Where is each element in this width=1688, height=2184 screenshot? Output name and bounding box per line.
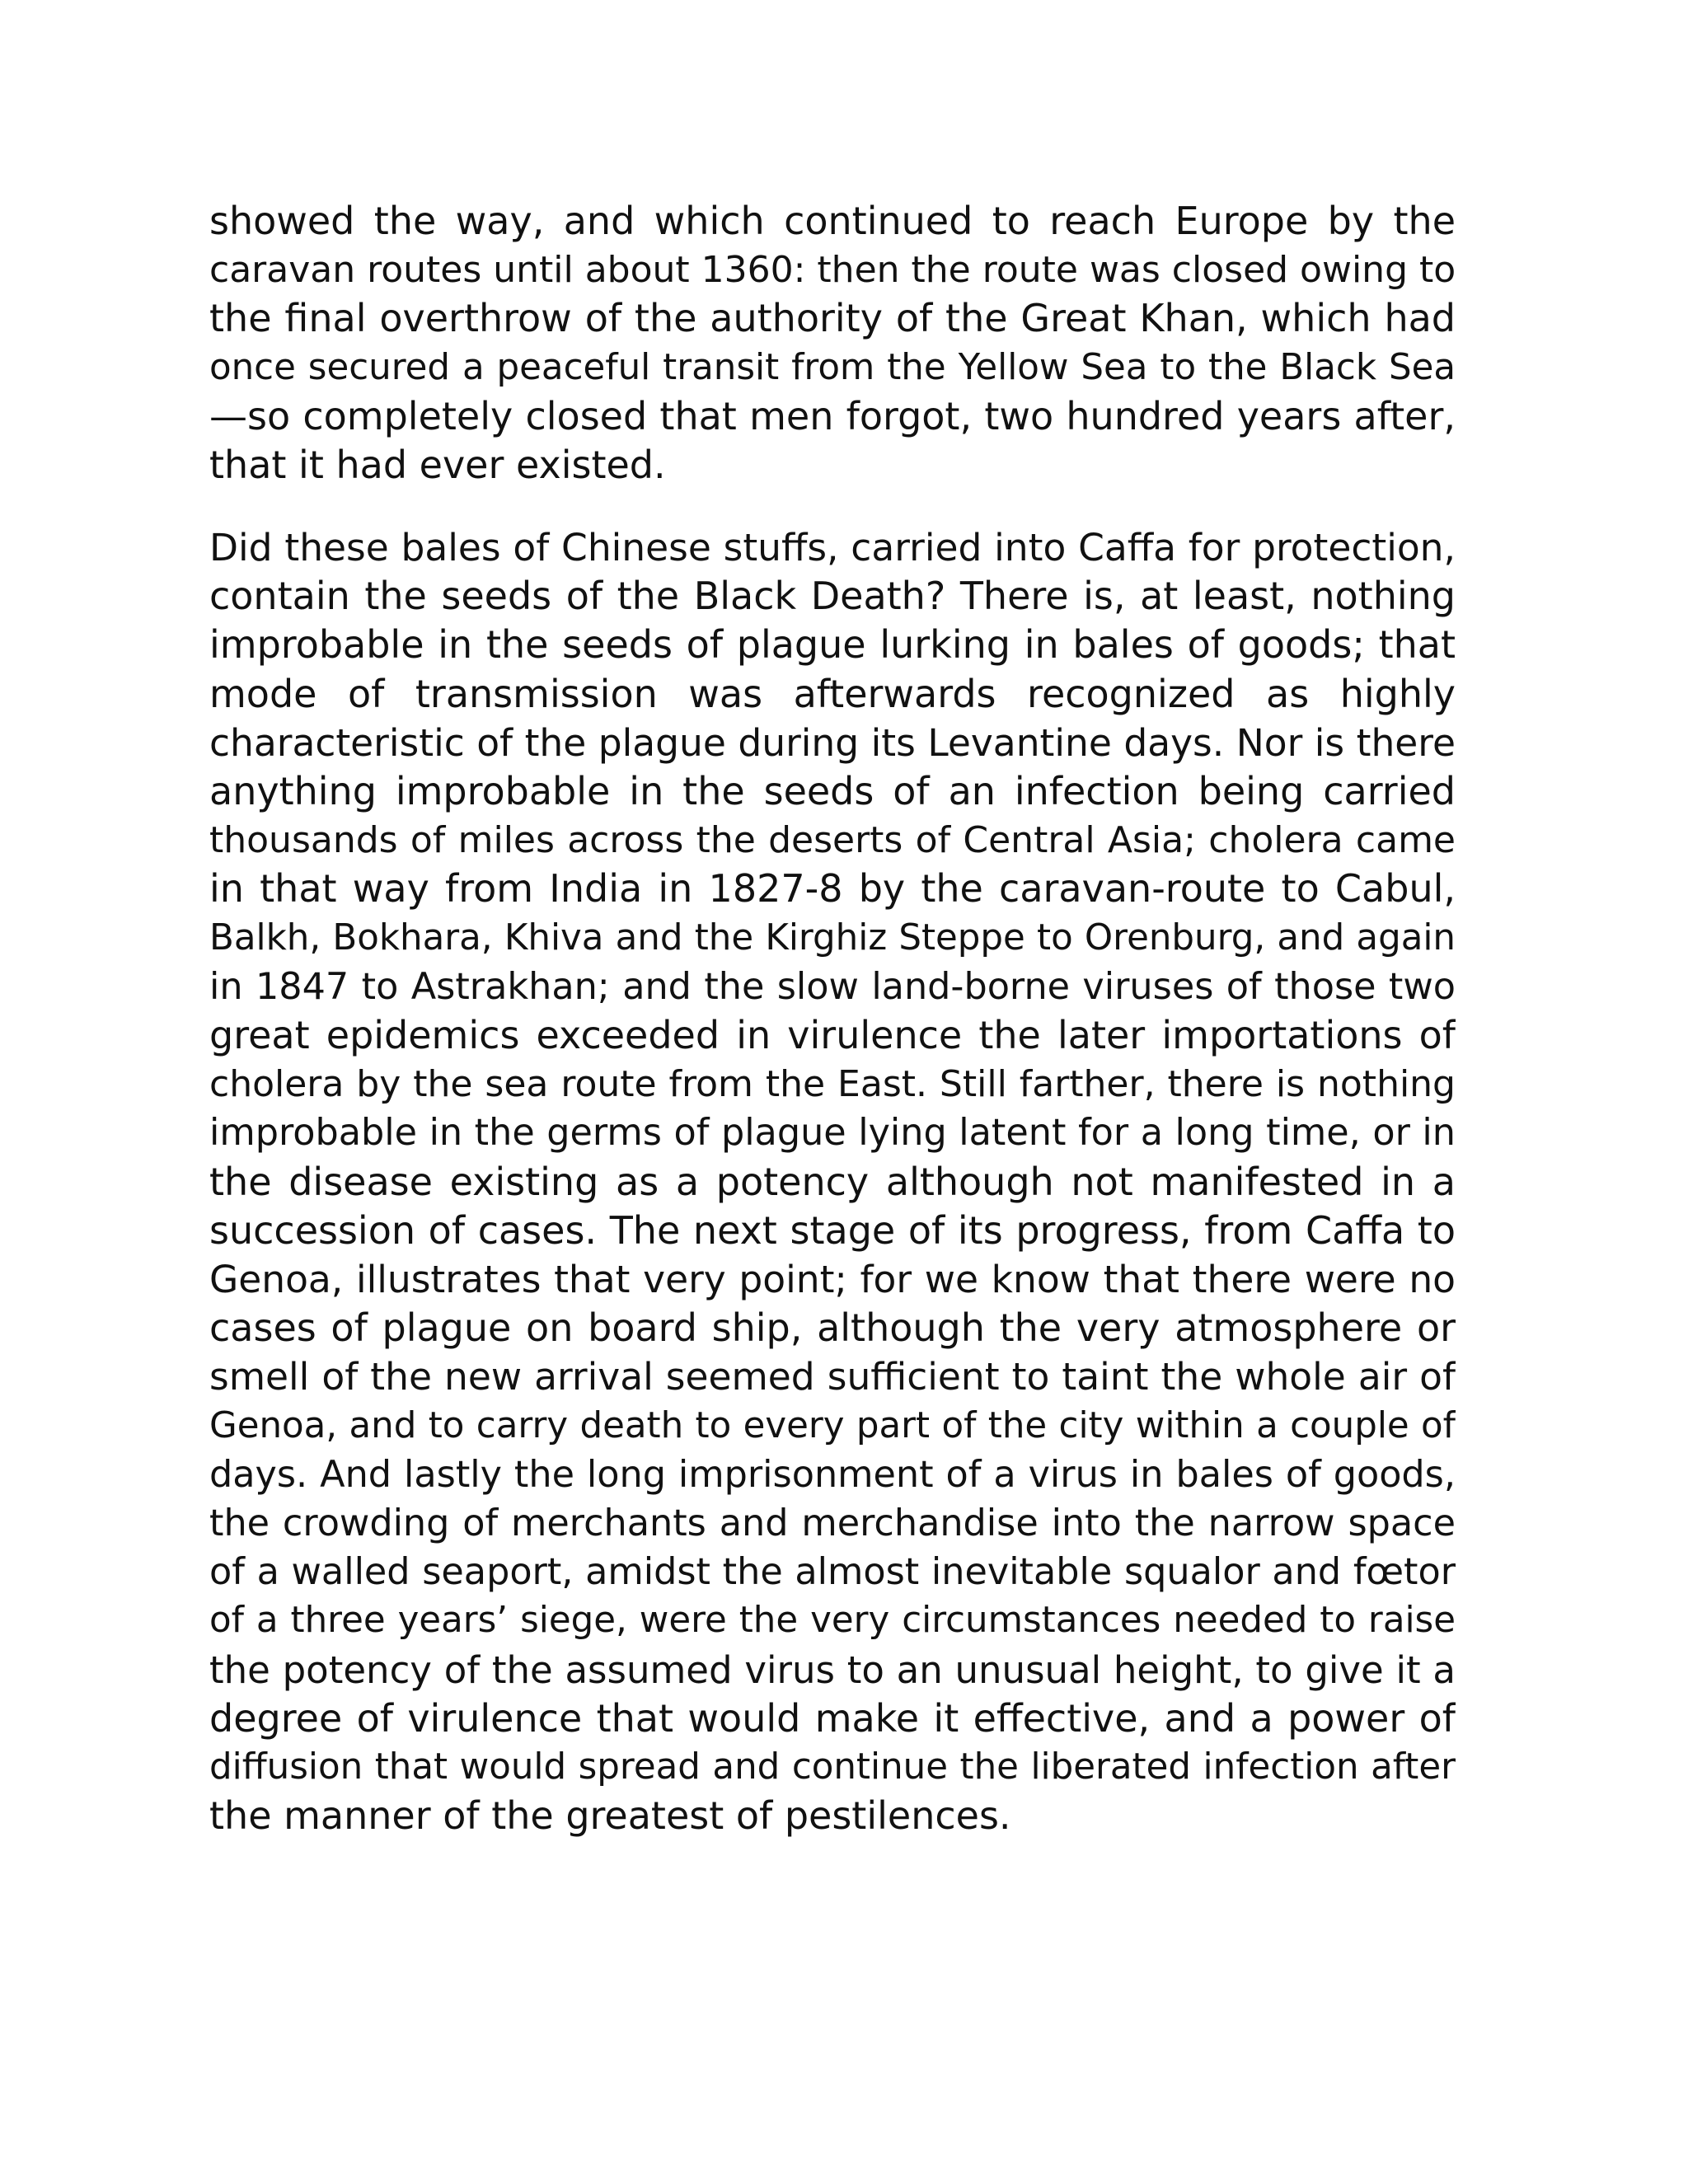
text-line: showed the way, and which continued to reach Europe by the xyxy=(209,199,1456,243)
text-line: —so completely closed that men forgot, two hundred years after, xyxy=(209,393,1456,438)
paragraph-2 xyxy=(209,523,1456,1840)
text-line: mode of transmission was afterwards recognized as highly xyxy=(209,671,1456,716)
text-line: cases of plague on board ship, although the very atmosphere or xyxy=(209,1305,1456,1351)
text-line: Genoa, and to carry death to every part of the city within a couple of xyxy=(209,1404,1456,1446)
text-line: of a three years’ siege, were the very circumstances needed to raise xyxy=(209,1600,1456,1642)
text-line: Did these bales of Chinese stuffs, carried into Caffa for protection, xyxy=(209,526,1456,569)
text-line: thousands of miles across the deserts of Central Asia; cholera came xyxy=(209,819,1456,862)
paragraph-1 xyxy=(209,197,1456,490)
text-line: characteristic of the plague during its Levantine days. Nor is there xyxy=(209,720,1456,765)
text-line: the potency of the assumed virus to an unusual height, to give it a xyxy=(209,1647,1456,1692)
text-line: degree of virulence that would make it effective, and a power of xyxy=(209,1695,1456,1741)
text-line: great epidemics exceeded in virulence the later importations of xyxy=(209,1013,1456,1058)
text-line: the disease existing as a potency although not manifested in a xyxy=(209,1159,1456,1204)
text-line: diffusion that would spread and continue the liberated infection after xyxy=(209,1746,1456,1788)
text-line: improbable in the germs of plague lying latent for a long time, or in xyxy=(209,1112,1456,1155)
text-line: the manner of the greatest of pestilences. xyxy=(209,1793,1011,1839)
text-line: the final overthrow of the authority of the Great Khan, which had xyxy=(209,296,1456,341)
text-line: contain the seeds of the Black Death? There is, at least, nothing xyxy=(209,574,1456,619)
text-line: in 1847 to Astrakhan; and the slow land-borne viruses of those two xyxy=(209,965,1456,1008)
text-line: caravan routes until about 1360: then the route was closed owing to xyxy=(209,249,1456,292)
text-line: cholera by the sea route from the East. Still farther, there is nothing xyxy=(209,1063,1456,1106)
text-line: Balkh, Bokhara, Khiva and the Kirghiz Steppe to Orenburg, and again xyxy=(209,916,1456,958)
text-line: that it had ever existed. xyxy=(209,443,666,488)
text-line: days. And lastly the long imprisonment of a virus in bales of goods, xyxy=(209,1453,1456,1496)
text-line: once secured a peaceful transit from the Yellow Sea to the Black Sea xyxy=(209,346,1456,388)
text-line: succession of cases. The next stage of its progress, from Caffa to xyxy=(209,1207,1456,1253)
text-line: in that way from India in 1827-8 by the caravan-route to Cabul, xyxy=(209,866,1456,912)
text-line: smell of the new arrival seemed sufficient to taint the whole air of xyxy=(209,1355,1456,1399)
text-line: of a walled seaport, amidst the almost inevitable squalor and fœtor xyxy=(209,1551,1456,1594)
text-line: Genoa, illustrates that very point; for we know that there were no xyxy=(209,1258,1456,1302)
text-line: improbable in the seeds of plague lurking in bales of goods; that xyxy=(209,622,1456,668)
text-line: anything improbable in the seeds of an infection being carried xyxy=(209,769,1456,814)
text-line: the crowding of merchants and merchandise into the narrow space xyxy=(209,1502,1456,1545)
